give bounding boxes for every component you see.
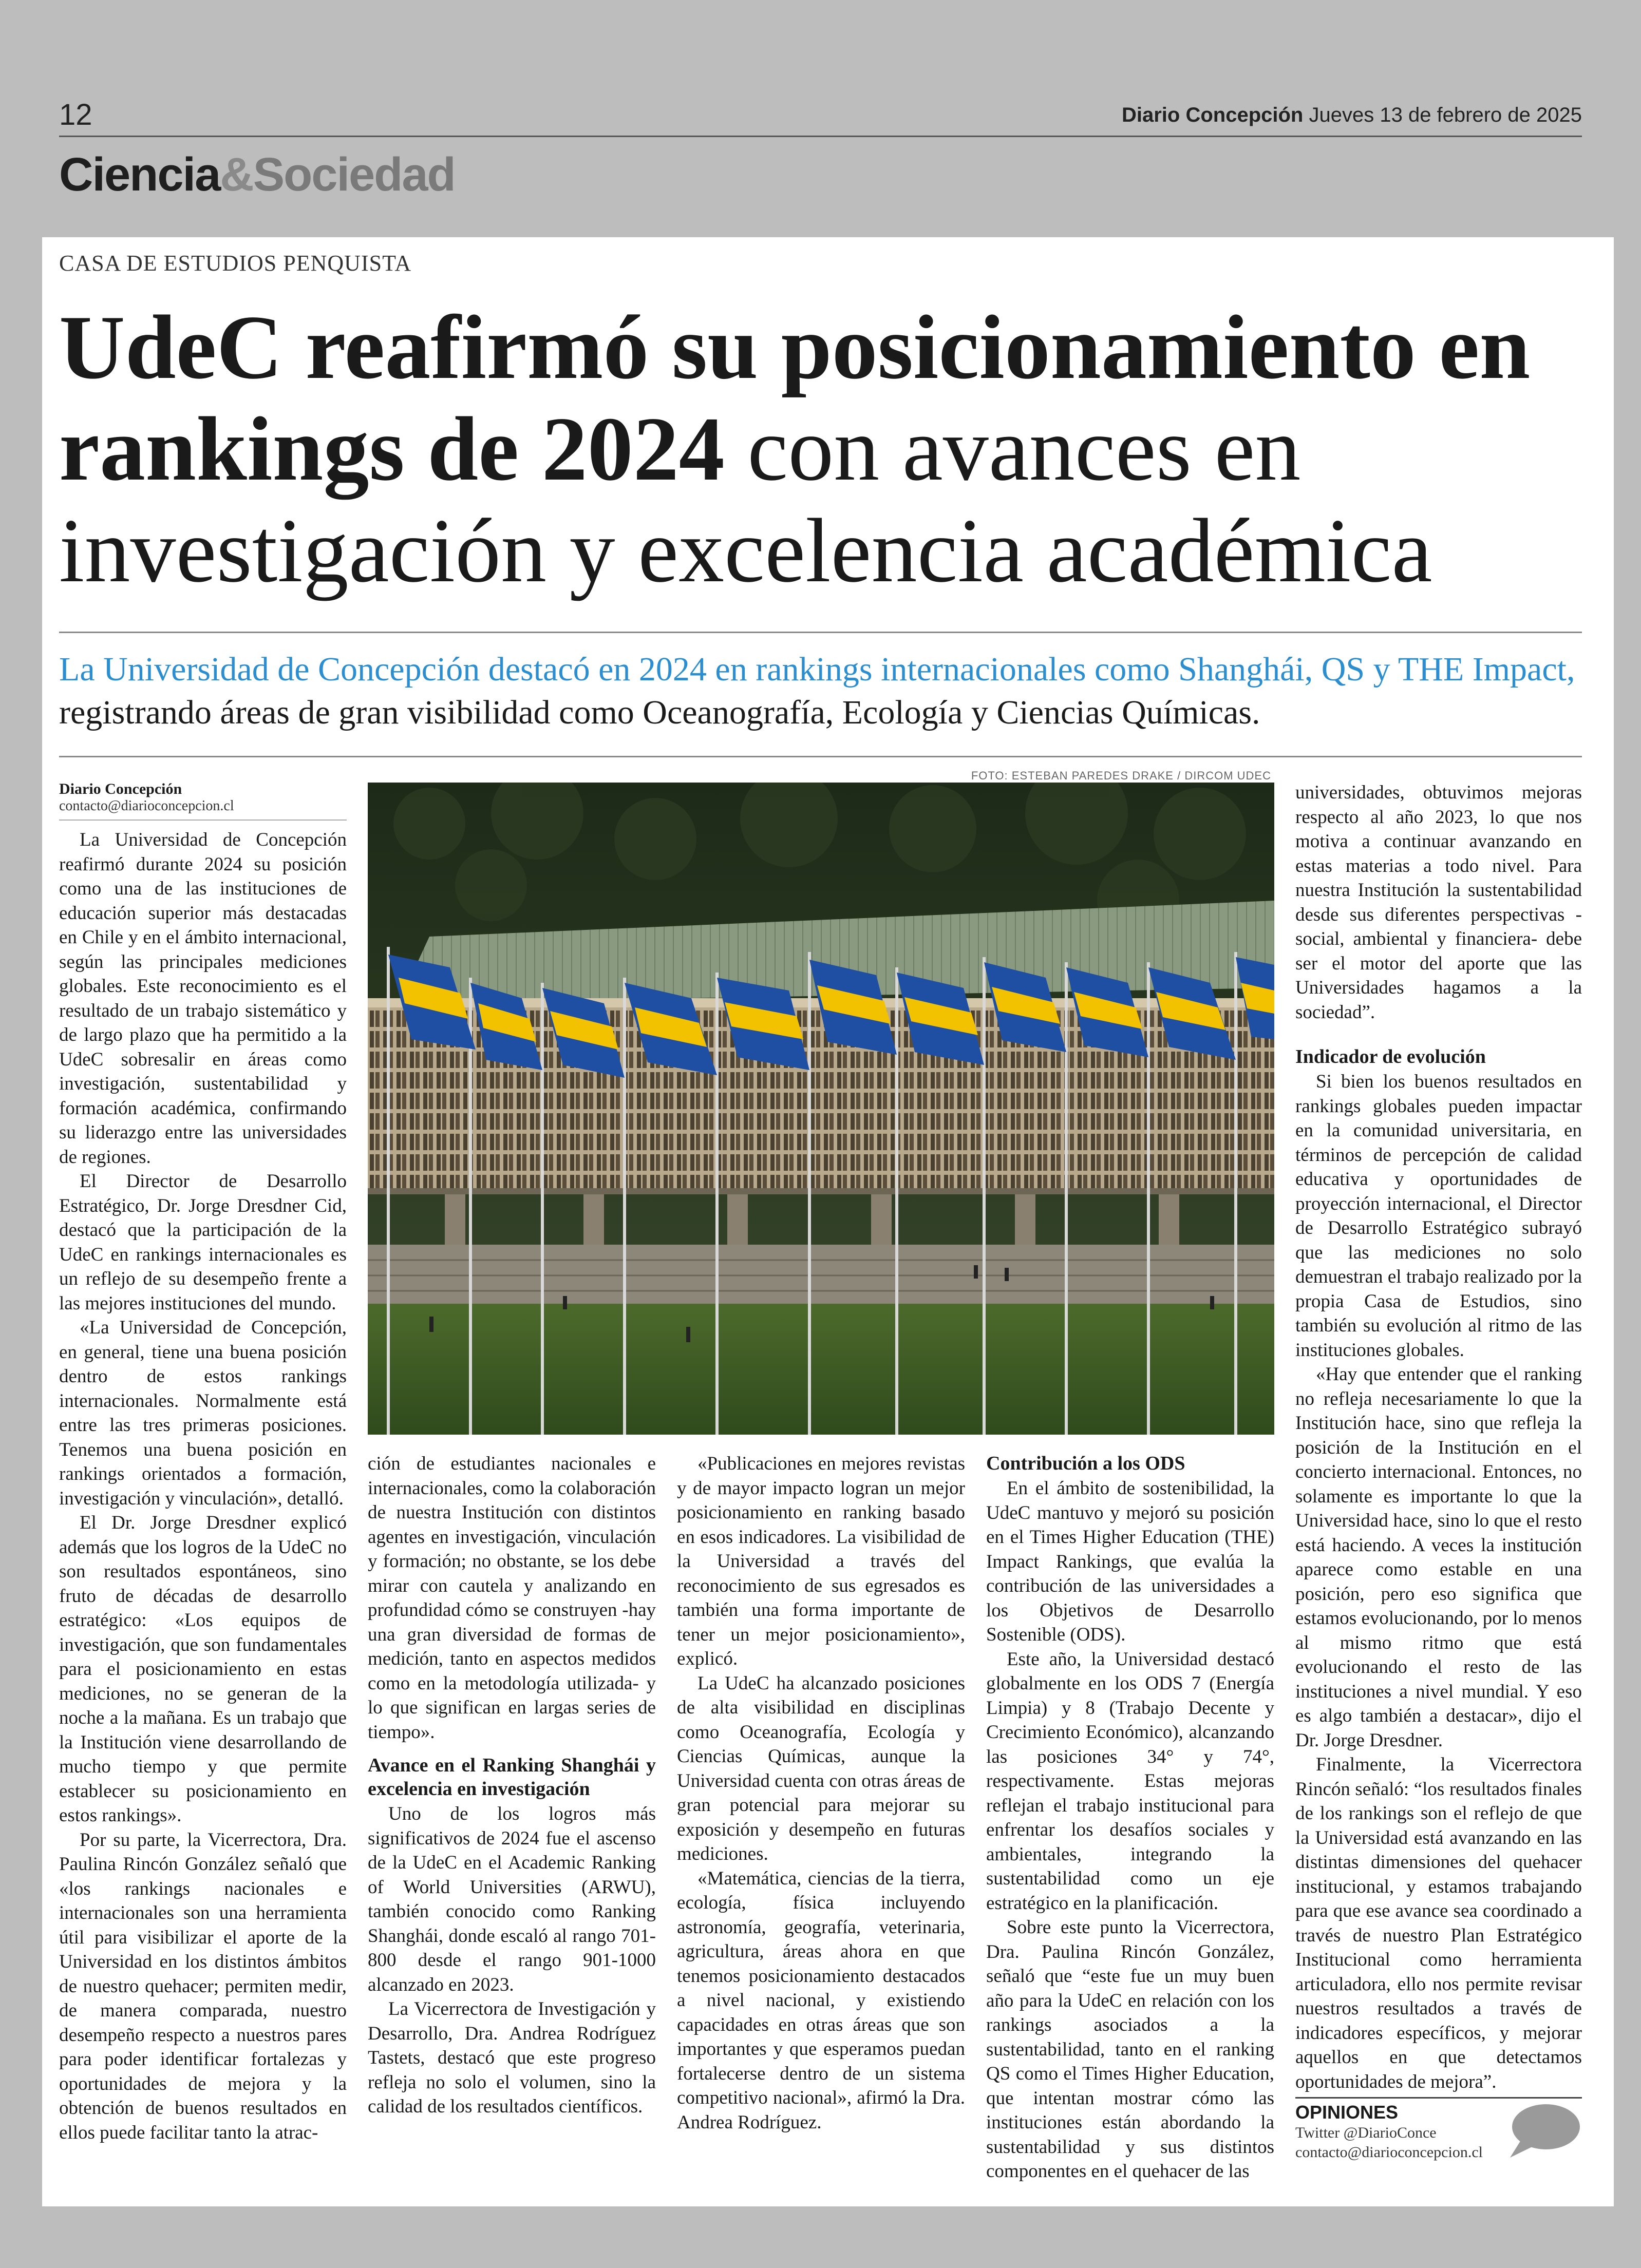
paragraph: La UdeC ha alcanzado posiciones de alta visibilidad en disciplinas como Oceanografía, Ecología y Ciencias Químicas, aunque la Universidad cuenta con otras áreas de gran potencial para mejorar su exposición y desempeño en futuras mediciones.	[677, 1672, 965, 1864]
column-2	[368, 1452, 656, 2119]
opinions-rule	[1295, 2097, 1582, 2099]
headline-rest: con avances en investigación y excelencia académica	[59, 398, 1432, 601]
lede	[59, 648, 1582, 734]
dateline	[1122, 104, 1582, 127]
issue-date: Jueves 13 de febrero de 2025	[1309, 104, 1582, 126]
paragraph: «La Universidad de Concepción, en general, tiene una buena posición dentro de estos rankings internacionales. Normalmente está entre las tres primeras posiciones. Tenemos una buena posición en rankings orientados a formación, investigación y vinculación», detalló.	[59, 1317, 347, 1509]
section-title-ciencia: Ciencia	[59, 148, 220, 201]
byline-rule	[59, 819, 347, 821]
column-1	[59, 828, 347, 2145]
paragraph: universidades, obtuvimos mejoras respecto al año 2023, lo que nos motiva a continuar avanzando en estas materias a todo nivel. Para nuestra Institución la sustentabilidad desde sus diferentes perspectivas -social, ambiental y financiera- debe ser el motor del aporte que las Universidades hagamos a la sociedad”.	[1295, 782, 1582, 1023]
headline-bold: UdeC reafirmó su posicionamiento en rankings de 2024	[59, 296, 1531, 500]
column-4	[986, 1452, 1274, 2184]
headline-rule	[59, 632, 1582, 633]
paragraph: La Universidad de Concepción reafirmó durante 2024 su posición como una de las instituciones de educación superior más destacadas en Chile y en el ámbito internacional, según las principales mediciones globales. Este reconocimiento es el resultado de un trabajo sistemático y de largo plazo que ha permitido a la UdeC sobresalir en áreas como investigación, sustentabilidad y formación académica, confirmando su liderazgo entre las universidades de regiones.	[59, 829, 347, 1168]
kicker: CASA DE ESTUDIOS PENQUISTA	[59, 251, 412, 276]
column-3	[677, 1452, 965, 2134]
article-photo	[368, 783, 1274, 1435]
page-number: 12	[59, 98, 92, 131]
paragraph: ción de estudiantes nacionales e internacionales, como la colaboración de nuestra Institución con distintos agentes en investigación, vinculación y formación; no obstante, se los debe mirar con cautela y analizando en profundidad cómo se construyen -hay una gran diversidad de formas de medición, tanto en aspectos medidos como en la metodología utilizada- y lo que significan en largas series de tiempo».	[368, 1453, 656, 1743]
paragraph: Este año, la Universidad destacó globalmente en los ODS 7 (Energía Limpia) y 8 (Trabajo Decente y Crecimiento Económico), alcanzando las posiciones 34° y 74°, respectivamente. Estas mejoras reflejan el trabajo institucional para enfrentar los desafíos sociales y ambientales, integrando la sustentabilidad como un eje estratégico en la planificación.	[986, 1648, 1274, 1914]
lede-highlight: La Universidad de Concepción destacó en 2024 en rankings internacionales como Shanghái, QS y THE Impact,	[59, 651, 1575, 688]
section-title-sociedad: Sociedad	[253, 148, 455, 201]
opinions-twitter[interactable]: Twitter @DiarioConce	[1295, 2124, 1437, 2141]
byline	[59, 780, 347, 821]
section-title	[59, 148, 455, 202]
lede-rest: registrando áreas de gran visibilidad como Oceanografía, Ecología y Ciencias Químicas.	[59, 694, 1260, 731]
subheading-shanghai: Avance en el Ranking Shanghái y excelencia en investigación	[368, 1755, 656, 1800]
paragraph: El Dr. Jorge Dresdner explicó además que los logros de la UdeC no son resultados espontáneos, sino fruto de décadas de desarrollo estratégico: «Los equipos de investigación, que son fundamentales para el posicionamiento en estas mediciones, no se generan de la noche a la mañana. Es un trabajo que la Institución viene desarrollando de mucho tiempo y que permite establecer su posicionamiento en estos rankings».	[59, 1512, 347, 1826]
byline-name: Diario Concepción	[59, 780, 182, 797]
paragraph: «Hay que entender que el ranking no refleja necesariamente lo que la Institución hace, sino que refleja la posición de la Institución en el concierto internacional. Entonces, no solamente es importante lo que la Universidad hace, sino lo que el resto está haciendo. A veces la institución aparece como estable en una posición, pero eso significa que estamos evolucionando, por lo menos al mismo ritmo que está evolucionando el resto de las instituciones a nivel mundial. Y eso es algo también a destacar», dijo el Dr. Jorge Dresdner.	[1295, 1364, 1582, 1751]
opinions-title: OPINIONES	[1295, 2102, 1399, 2123]
headline	[59, 296, 1582, 601]
photo-credit: FOTO: ESTEBAN PAREDES DRAKE / DIRCOM UDEC	[971, 769, 1271, 782]
paragraph: El Director de Desarrollo Estratégico, Dr. Jorge Dresdner Cid, destacó que la participación de la UdeC en rankings internacionales es un reflejo de su desempeño frente a las mejores instituciones del mundo.	[59, 1171, 347, 1314]
paragraph: Por su parte, la Vicerrectora, Dra. Paulina Rincón González señaló que «los rankings nacionales e internacionales son una herramienta útil para visibilizar el aporte de la Universidad en los distintos ámbitos de nuestro quehacer; permiten medir, de manera comparada, nuestro desempeño respecto a nuestros pares para poder identificar fortalezas y oportunidades de mejora y la obtención de buenos resultados en ellos puede facilitar tanto la atrac-	[59, 1829, 347, 2143]
paragraph: «Publicaciones en mejores revistas y de mayor impacto logran un mejor posicionamiento en ranking basado en esos indicadores. La visibilidad de la Universidad a través del reconocimiento de sus egresados es también una forma importante de tener un mejor posicionamiento», explicó.	[677, 1453, 965, 1669]
paragraph: Si bien los buenos resultados en rankings globales pueden impactar en la comunidad universitaria, en términos de percepción de calidad educativa y oportunidades de proyección internacional, el Director de Desarrollo Estratégico subrayó que las mediciones no solo demuestran el trabajo realizado por la propia Casa de Estudios, sino también su evolución al ritmo de las instituciones globales.	[1295, 1071, 1582, 1361]
column-5	[1295, 780, 1582, 2094]
byline-email: contacto@diarioconcepcion.cl	[59, 798, 234, 814]
paragraph: «Matemática, ciencias de la tierra, ecología, física incluyendo astronomía, geografía, veterinaria, agricultura, áreas ahora en que tenemos posicionamiento destacados a nivel nacional, y existiendo capacidades en otras áreas que son importantes y que esperamos puedan fortalecerse dentro de un sistema competitivo nacional», afirmó la Dra. Andrea Rodríguez.	[677, 1867, 965, 2133]
paragraph: Finalmente, la Vicerrectora Rincón señaló: “los resultados finales de los rankings son el reflejo de que la Universidad está avanzando en las distintas dimensiones del quehacer institucional, y estamos trabajando para que ese avance sea coordinado a través de nuestro Plan Estratégico Institucional como herramienta articuladora, ello nos permite revisar nuestros resultados a través de indicadores específicos, y mejorar aquellos en que detectamos oportunidades de mejora”.	[1295, 1754, 1582, 2092]
opinions-box	[1295, 2097, 1582, 2162]
paragraph: La Vicerrectora de Investigación y Desarrollo, Dra. Andrea Rodríguez Tastets, destacó que este progreso refleja no solo el volumen, sino la calidad de los resultados científicos.	[368, 1998, 656, 2117]
masthead-rule	[59, 136, 1582, 137]
paper-name: Diario Concepción	[1121, 104, 1304, 126]
paragraph: Uno de los logros más significativos de 2024 fue el ascenso de la UdeC en el Academic Ranking of World Universities (ARWU), también conocido como Ranking Shanghái, donde escaló al rango 701-800 desde el rango 901-1000 alcanzado en 2023.	[368, 1803, 656, 1995]
paragraph: En el ámbito de sostenibilidad, la UdeC mantuvo y mejoró su posición en el Times Higher Education (THE) Impact Rankings, que evalúa la contribución de las universidades a los Objetivos de Desarrollo Sostenible (ODS).	[986, 1478, 1274, 1645]
subheading-indicador: Indicador de evolución	[1295, 1046, 1486, 1068]
section-title-amp: &	[220, 148, 253, 201]
speech-bubble-icon	[1505, 2100, 1582, 2162]
photo-flags-university	[368, 783, 1274, 1435]
article-page	[42, 237, 1614, 2206]
lede-rule	[59, 756, 1582, 757]
paragraph: Sobre este punto la Vicerrectora, Dra. Paulina Rincón González, señaló que “este fue un muy buen año para la UdeC en relación con los rankings asociados a la sustentabilidad, tanto en el ranking QS como el Times Higher Education, que intentan mostrar cómo las instituciones están abordando la sustentabilidad y sus distintos componentes en el quehacer de las	[986, 1917, 1274, 2182]
subheading-ods: Contribución a los ODS	[986, 1453, 1185, 1474]
opinions-email[interactable]: contacto@diarioconcepcion.cl	[1295, 2144, 1483, 2161]
